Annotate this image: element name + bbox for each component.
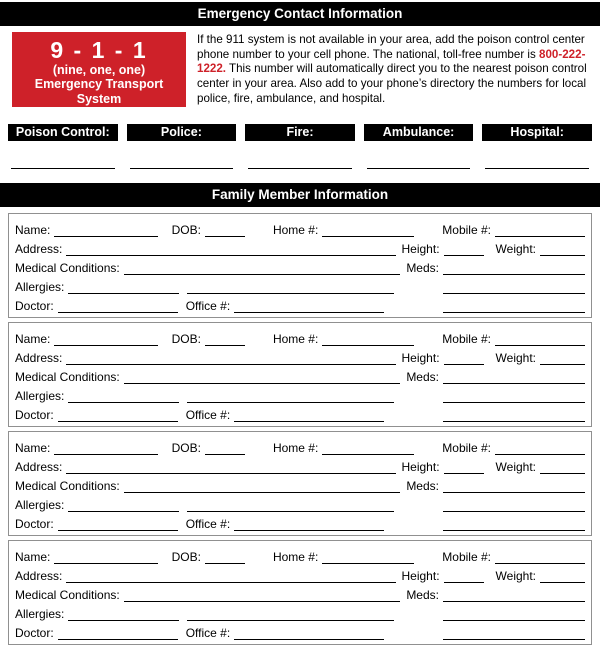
meds-continuation-field-1[interactable] <box>443 280 585 294</box>
height-field[interactable] <box>444 242 484 256</box>
meds-continuation-field-1[interactable] <box>443 389 585 403</box>
doctor-label: Doctor: <box>15 408 54 422</box>
home-number-field[interactable] <box>322 550 414 564</box>
home-number-label: Home #: <box>272 550 319 564</box>
medical-conditions-label: Medical Conditions: <box>15 588 120 602</box>
member-row-address <box>15 565 585 584</box>
member-row-name <box>15 546 585 565</box>
dob-field[interactable] <box>205 332 245 346</box>
allergies-field[interactable] <box>68 498 179 512</box>
home-number-label: Home #: <box>272 223 319 237</box>
medical-conditions-label: Medical Conditions: <box>15 479 120 493</box>
member-row-allergies <box>15 276 585 295</box>
doctor-field[interactable] <box>58 408 178 422</box>
allergies-field[interactable] <box>68 607 179 621</box>
medical-conditions-field[interactable] <box>124 588 401 602</box>
family-member-block <box>8 322 592 427</box>
weight-label: Weight: <box>495 351 536 365</box>
weight-label: Weight: <box>495 460 536 474</box>
allergies-continuation-field[interactable] <box>187 498 394 512</box>
member-row-name <box>15 328 585 347</box>
name-field[interactable] <box>54 441 157 455</box>
height-label: Height: <box>401 569 440 583</box>
office-number-label: Office #: <box>185 408 231 422</box>
address-label: Address: <box>15 569 63 583</box>
ambulance-field[interactable] <box>367 167 471 169</box>
address-label: Address: <box>15 242 63 256</box>
weight-field[interactable] <box>540 351 585 365</box>
member-row-medical <box>15 475 585 494</box>
nine-one-one-box <box>12 32 186 107</box>
doctor-field[interactable] <box>58 517 178 531</box>
address-label: Address: <box>15 351 63 365</box>
office-number-field[interactable] <box>234 408 384 422</box>
name-label: Name: <box>15 550 51 564</box>
medical-conditions-field[interactable] <box>124 479 401 493</box>
dob-label: DOB: <box>171 550 201 564</box>
allergies-field[interactable] <box>68 389 179 403</box>
name-field[interactable] <box>54 332 157 346</box>
member-row-name <box>15 219 585 238</box>
mobile-number-field[interactable] <box>495 441 585 455</box>
allergies-label: Allergies: <box>15 389 65 403</box>
family-member-header: Family Member Information <box>0 183 600 207</box>
mobile-number-field[interactable] <box>495 550 585 564</box>
police-field[interactable] <box>130 167 234 169</box>
meds-label: Meds: <box>406 370 439 384</box>
member-row-allergies <box>15 385 585 404</box>
office-number-label: Office #: <box>185 299 231 313</box>
meds-field[interactable] <box>443 479 585 493</box>
weight-label: Weight: <box>495 569 536 583</box>
address-field[interactable] <box>66 460 395 474</box>
member-row-address <box>15 238 585 257</box>
hero-section <box>12 32 588 107</box>
dob-field[interactable] <box>205 550 245 564</box>
office-number-field[interactable] <box>234 299 384 313</box>
emergency-numbers-label-row <box>8 124 592 141</box>
member-row-medical <box>15 257 585 276</box>
poison-control-instructions <box>197 33 588 107</box>
police-label-box: Police: <box>127 124 237 141</box>
meds-continuation-field-1[interactable] <box>443 498 585 512</box>
meds-continuation-field-2[interactable] <box>443 626 585 640</box>
mobile-number-field[interactable] <box>495 223 585 237</box>
fire-field[interactable] <box>248 167 352 169</box>
meds-continuation-field-2[interactable] <box>443 408 585 422</box>
height-field[interactable] <box>444 460 484 474</box>
address-field[interactable] <box>66 242 395 256</box>
meds-label: Meds: <box>406 479 439 493</box>
instructions-text-after: This number will automatically direct you to the nearest poison control center in your area. Also add to your phone’s directory the numbers for local police, fire, ambulance, and hospital. <box>197 62 587 105</box>
meds-field[interactable] <box>443 370 585 384</box>
weight-field[interactable] <box>540 569 585 583</box>
meds-field[interactable] <box>443 588 585 602</box>
member-row-doctor <box>15 622 585 641</box>
office-number-field[interactable] <box>234 626 384 640</box>
member-row-medical <box>15 366 585 385</box>
member-row-address <box>15 347 585 366</box>
allergies-continuation-field[interactable] <box>187 389 394 403</box>
nine-one-one-words: (nine, one, one) <box>52 63 146 77</box>
allergies-label: Allergies: <box>15 498 65 512</box>
nine-one-one-number: 9 - 1 - 1 <box>50 37 148 63</box>
name-field[interactable] <box>54 223 157 237</box>
hospital-label-box: Hospital: <box>482 124 592 141</box>
height-field[interactable] <box>444 569 484 583</box>
home-number-label: Home #: <box>272 441 319 455</box>
height-label: Height: <box>401 351 440 365</box>
office-number-label: Office #: <box>185 517 231 531</box>
height-label: Height: <box>401 242 440 256</box>
doctor-label: Doctor: <box>15 517 54 531</box>
emergency-transport-caption: Emergency Transport System <box>34 77 164 106</box>
height-field[interactable] <box>444 351 484 365</box>
home-number-label: Home #: <box>272 332 319 346</box>
doctor-label: Doctor: <box>15 299 54 313</box>
weight-field[interactable] <box>540 460 585 474</box>
allergies-continuation-field[interactable] <box>187 607 394 621</box>
doctor-field[interactable] <box>58 299 178 313</box>
name-field[interactable] <box>54 550 157 564</box>
dob-field[interactable] <box>205 441 245 455</box>
office-number-field[interactable] <box>234 517 384 531</box>
member-row-allergies <box>15 603 585 622</box>
office-number-label: Office #: <box>185 626 231 640</box>
family-member-block <box>8 213 592 318</box>
hospital-field[interactable] <box>485 167 589 169</box>
meds-label: Meds: <box>406 588 439 602</box>
allergies-label: Allergies: <box>15 280 65 294</box>
ambulance-label-box: Ambulance: <box>364 124 474 141</box>
medical-conditions-field[interactable] <box>124 261 401 275</box>
address-field[interactable] <box>66 569 395 583</box>
emergency-numbers-blank-row <box>8 167 592 169</box>
mobile-number-label: Mobile #: <box>442 223 491 237</box>
member-row-address <box>15 456 585 475</box>
member-row-doctor <box>15 513 585 532</box>
meds-field[interactable] <box>443 261 585 275</box>
address-field[interactable] <box>66 351 395 365</box>
member-row-doctor <box>15 404 585 423</box>
height-label: Height: <box>401 460 440 474</box>
weight-label: Weight: <box>495 242 536 256</box>
poison-control-phone-number: 800-222-1222. <box>197 47 586 76</box>
family-members <box>8 213 592 645</box>
meds-label: Meds: <box>406 261 439 275</box>
mobile-number-label: Mobile #: <box>442 441 491 455</box>
dob-label: DOB: <box>171 332 201 346</box>
poison-control-field[interactable] <box>11 167 115 169</box>
member-row-allergies <box>15 494 585 513</box>
medical-conditions-label: Medical Conditions: <box>15 370 120 384</box>
member-row-medical <box>15 584 585 603</box>
doctor-field[interactable] <box>58 626 178 640</box>
mobile-number-label: Mobile #: <box>442 550 491 564</box>
home-number-field[interactable] <box>322 223 414 237</box>
meds-continuation-field-1[interactable] <box>443 607 585 621</box>
member-row-doctor <box>15 295 585 314</box>
meds-continuation-field-2[interactable] <box>443 517 585 531</box>
meds-continuation-field-2[interactable] <box>443 299 585 313</box>
name-label: Name: <box>15 332 51 346</box>
dob-field[interactable] <box>205 223 245 237</box>
home-number-field[interactable] <box>322 441 414 455</box>
medical-conditions-label: Medical Conditions: <box>15 261 120 275</box>
fire-label-box: Fire: <box>245 124 355 141</box>
emergency-contact-header: Emergency Contact Information <box>0 2 600 26</box>
poison-control-label-box: Poison Control: <box>8 124 118 141</box>
family-member-block <box>8 540 592 645</box>
mobile-number-label: Mobile #: <box>442 332 491 346</box>
home-number-field[interactable] <box>322 332 414 346</box>
name-label: Name: <box>15 441 51 455</box>
family-member-block <box>8 431 592 536</box>
allergies-continuation-field[interactable] <box>187 280 394 294</box>
allergies-field[interactable] <box>68 280 179 294</box>
dob-label: DOB: <box>171 223 201 237</box>
medical-conditions-field[interactable] <box>124 370 401 384</box>
instructions-text-before: If the 911 system is not available in your area, add the poison control center phone number to your cell phone. The national, toll-free number is <box>197 33 585 61</box>
weight-field[interactable] <box>540 242 585 256</box>
address-label: Address: <box>15 460 63 474</box>
dob-label: DOB: <box>171 441 201 455</box>
member-row-name <box>15 437 585 456</box>
doctor-label: Doctor: <box>15 626 54 640</box>
allergies-label: Allergies: <box>15 607 65 621</box>
name-label: Name: <box>15 223 51 237</box>
mobile-number-field[interactable] <box>495 332 585 346</box>
